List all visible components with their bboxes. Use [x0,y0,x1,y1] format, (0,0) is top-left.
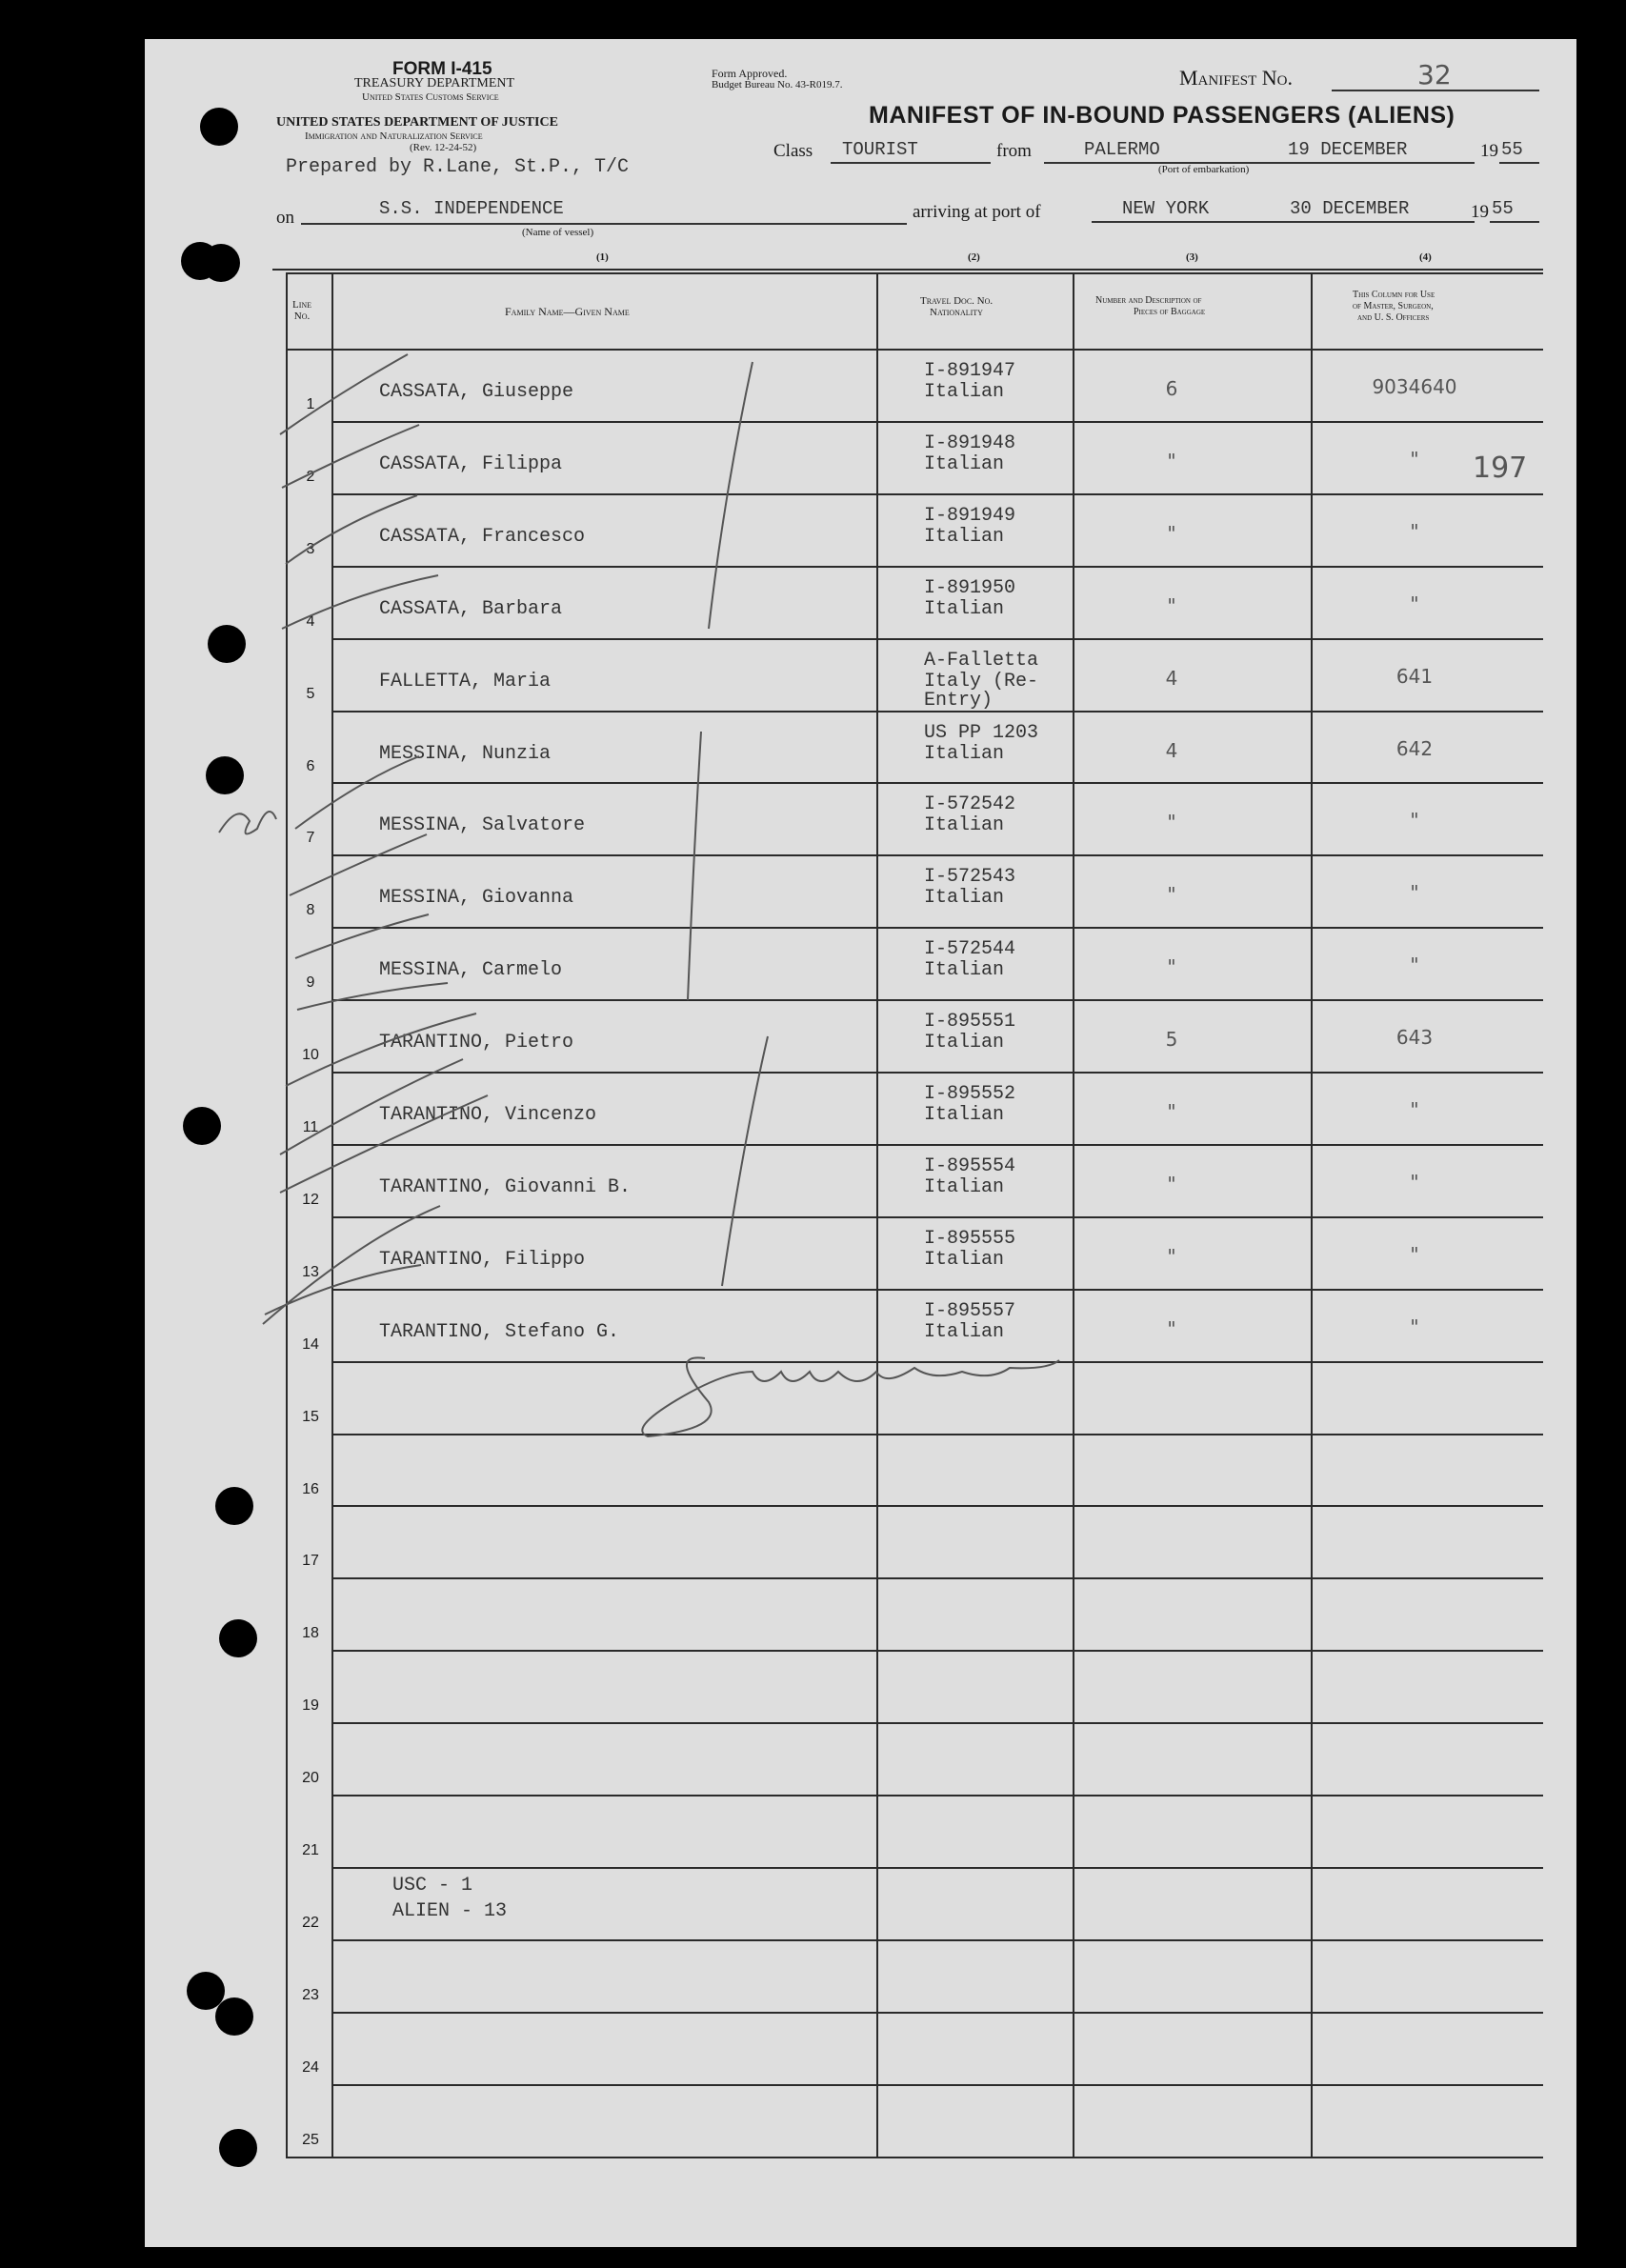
bracket-line [688,732,701,1000]
baggage-header: Number and Description of [1095,295,1202,306]
line-number: 10 [302,1047,319,1064]
passenger-name: CASSATA, Francesco [379,525,586,548]
passenger-name: TARANTINO, Giovanni B. [379,1175,632,1198]
officer-note: " [1410,592,1419,615]
nationality: Italian [924,742,1005,765]
travel-doc-no: A-Falletta [924,649,1039,672]
officer-note: 641 [1395,664,1434,688]
bracket-line [709,362,753,629]
column-number-4: (4) [1419,251,1432,263]
passenger-name: MESSINA, Nunzia [379,742,552,765]
travel-doc-no: I-572544 [924,938,1016,961]
arrival-year-prefix: 19 [1471,202,1489,222]
baggage-count: 5 [1165,1028,1178,1052]
passenger-name: MESSINA, Carmelo [379,959,563,982]
check-mark [280,1095,488,1193]
summary-alien: ALIEN - 13 [392,1900,508,1922]
line-number: 13 [302,1263,319,1280]
travel-doc-no: I-572543 [924,866,1016,889]
baggage-count: 4 [1165,738,1178,762]
manifest-title: MANIFEST OF IN-BOUND PASSENGERS (ALIENS) [869,102,1455,129]
nationality: Italian [924,1248,1005,1271]
nationality: Italian [924,452,1005,475]
nationality: Italian [924,1175,1005,1198]
summary-usc: USC - 1 [392,1875,473,1897]
justice-department: UNITED STATES DEPARTMENT OF JUSTICE [276,115,558,130]
line-number: 1 [306,396,315,412]
line-number: 2 [306,468,315,485]
nationality: Italian [924,959,1005,982]
travel-doc-no: I-895551 [924,1011,1016,1034]
margin-scribble [219,812,276,833]
check-mark [290,834,427,895]
travel-doc-no: I-891947 [924,360,1016,382]
line-number: 17 [302,1553,319,1570]
on-label: on [276,208,294,228]
prepared-by: Prepared by R.Lane, St.P., T/C [286,156,630,178]
baggage-count: " [1167,593,1176,617]
embark-year: 55 [1501,139,1523,160]
class-label: Class [773,141,813,161]
manifest-no-value: 32 [1417,59,1452,90]
officer-note: " [1410,447,1419,471]
name-header: Family Name—Given Name [505,305,630,318]
nationality: Italian [924,887,1005,910]
nationality: Italy (Re-Entry) [924,670,1039,712]
travel-doc-no: I-895552 [924,1083,1016,1105]
signature [642,1357,1059,1436]
line-number: 22 [302,1914,319,1931]
nationality-header: Nationality [930,307,983,318]
column-number-2: (2) [968,251,980,263]
nationality: Italian [924,1320,1005,1343]
passenger-name: CASSATA, Filippa [379,452,563,475]
baggage-count: " [1167,521,1176,545]
line-number: 3 [306,540,315,557]
officer-note: " [1410,1170,1419,1194]
port-of-embarkation-note: (Port of embarkation) [1158,164,1250,175]
line-number: 7 [306,830,315,847]
class-value: TOURIST [842,139,918,160]
baggage-count: " [1167,811,1176,834]
arrival-date: 30 DECEMBER [1290,198,1410,219]
passenger-name: TARANTINO, Vincenzo [379,1104,597,1126]
check-mark [286,1014,476,1086]
line-number: 4 [306,612,315,630]
customs-service: United States Customs Service [362,91,499,103]
officer-note: 642 [1395,736,1434,760]
passenger-name: FALLETTA, Maria [379,670,552,692]
column-number-1: (1) [596,251,609,263]
line-number: 11 [302,1119,319,1135]
check-mark [295,914,429,958]
passenger-name: MESSINA, Salvatore [379,814,586,837]
baggage-count: " [1167,1316,1176,1340]
officer-note: " [1410,881,1419,905]
baggage-count: " [1167,1172,1176,1195]
check-mark [280,354,408,434]
line-number: 5 [306,685,315,702]
travel-doc-no: US PP 1203 [924,721,1039,744]
line-number: 16 [302,1480,319,1497]
line-number: 25 [302,2131,319,2148]
travel-doc-no: I-572542 [924,793,1016,816]
travel-doc-no: I-895554 [924,1154,1016,1177]
from-label: from [996,141,1032,161]
travel-doc-no: I-891949 [924,504,1016,527]
baggage-count: " [1167,883,1176,907]
travel-doc-no: I-895557 [924,1299,1016,1322]
arrival-port: NEW YORK [1122,198,1210,219]
officer-note: " [1410,953,1419,977]
line-no-header: Line No. [291,299,312,322]
check-mark [265,1265,421,1315]
nationality: Italian [924,381,1005,403]
passenger-name: TARANTINO, Stefano G. [379,1320,620,1343]
line-number: 19 [302,1697,319,1715]
line-number: 8 [306,902,315,919]
form-revision: (Rev. 12-24-52) [410,142,477,153]
line-number: 12 [302,1191,319,1208]
ins-service: Immigration and Naturalization Service [305,130,483,142]
line-number: 21 [302,1842,319,1858]
line-number: 23 [302,1986,319,2003]
vessel-name: S.S. INDEPENDENCE [379,198,564,219]
baggage-count: 6 [1165,377,1178,400]
officers-header-2: of Master, Surgeon, [1353,301,1434,311]
arrival-year: 55 [1492,198,1514,219]
check-mark [263,1206,440,1324]
check-mark [297,983,448,1010]
budget-bureau: Budget Bureau No. 43-R019.7. [712,79,843,90]
travel-doc-no: I-891950 [924,576,1016,599]
officer-note: " [1410,1315,1419,1338]
passenger-name: CASSATA, Giuseppe [379,381,574,403]
vessel-name-note: (Name of vessel) [522,227,594,238]
baggage-header-2: Pieces of Baggage [1134,307,1206,317]
line-number: 15 [302,1408,319,1425]
treasury-department: TREASURY DEPARTMENT [354,76,515,90]
passenger-name: MESSINA, Giovanna [379,887,574,910]
nationality: Italian [924,525,1005,548]
manifest-no-label: Manifest No. [1179,66,1293,90]
officer-note: " [1410,1242,1419,1266]
form-approved: Form Approved. [712,67,788,80]
check-mark [280,1059,463,1154]
line-number: 6 [306,757,315,774]
embark-year-prefix: 19 [1480,141,1498,161]
travel-doc-no: I-895555 [924,1227,1016,1250]
nationality: Italian [924,1032,1005,1054]
bracket-line [722,1036,768,1286]
passenger-name: TARANTINO, Pietro [379,1032,574,1054]
line-number: 18 [302,1625,319,1642]
baggage-count: " [1167,1100,1176,1123]
officer-note: " [1410,809,1419,833]
officers-header-3: and U. S. Officers [1357,312,1430,323]
line-number: 24 [302,2058,319,2076]
doc-header: Travel Doc. No. [920,295,994,307]
nationality: Italian [924,1104,1005,1126]
baggage-count: 4 [1165,666,1178,690]
baggage-count: " [1167,1244,1176,1268]
travel-doc-no: I-891948 [924,432,1016,454]
officer-note: 643 [1395,1026,1434,1050]
margin-number: 197 [1473,452,1528,485]
baggage-count: " [1167,449,1176,472]
passenger-name: CASSATA, Barbara [379,597,563,620]
line-number: 14 [302,1335,319,1353]
column-number-3: (3) [1186,251,1198,263]
officer-note: 9034640 [1372,375,1457,398]
passenger-name: TARANTINO, Filippo [379,1248,586,1271]
arriving-label: arriving at port of [913,202,1041,222]
line-number: 9 [306,974,315,992]
baggage-count: " [1167,955,1176,979]
check-mark [282,425,419,488]
nationality: Italian [924,814,1005,837]
officer-note: " [1410,519,1419,543]
check-mark [286,495,417,564]
embark-date: 19 DECEMBER [1288,139,1408,160]
from-value: PALERMO [1084,139,1160,160]
form-number: FORM I-415 [392,59,492,79]
nationality: Italian [924,597,1005,620]
check-mark [295,756,419,829]
officers-header: This Column for Use [1353,290,1435,300]
officer-note: " [1410,1098,1419,1121]
line-number: 20 [302,1770,319,1787]
check-mark [282,575,438,629]
